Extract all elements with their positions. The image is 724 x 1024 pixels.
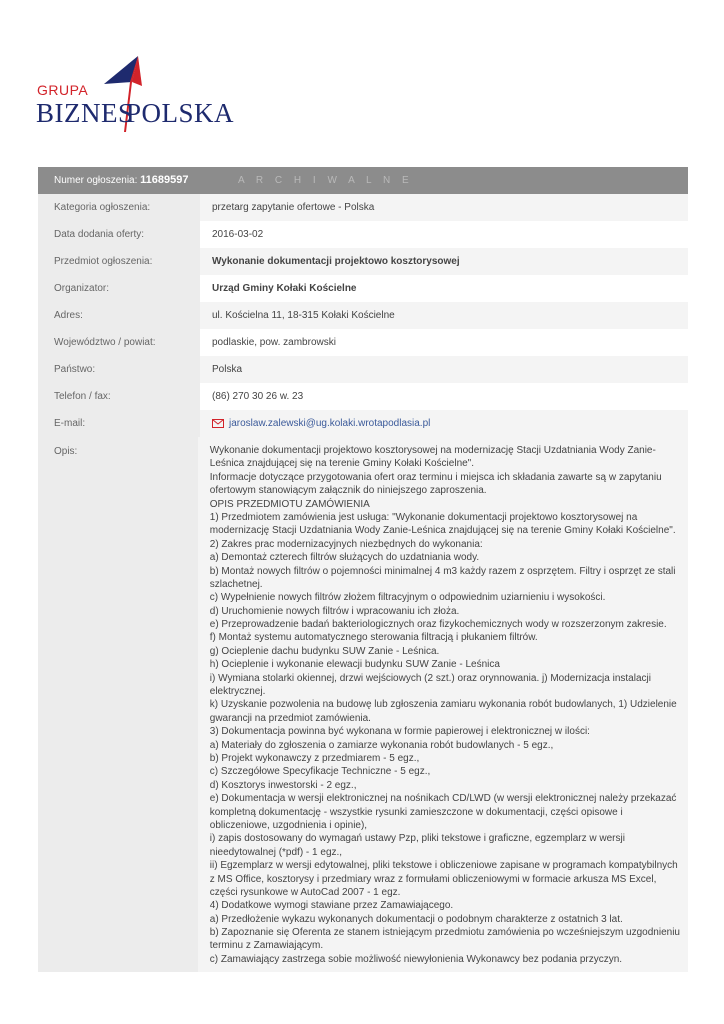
field-row: [38, 383, 688, 410]
announcement-number-label: Numer ogłoszenia:: [54, 174, 141, 186]
grupa-biznes-polska-logo[interactable]: [36, 52, 235, 142]
field-label: Organizator:: [38, 275, 200, 302]
description-line: d) Uruchomienie nowych filtrów i wpracowaniu ich złoża.: [209, 605, 460, 617]
description-line: i) Wymiana stolarki okiennej, drzwi wejściowych (2 szt.) oraz orynnowania. j) Modernizacja instalacji: [209, 672, 651, 684]
description-line: Leśnica znajdującej się na terenie Gminy Kołaki Kościelne".: [209, 458, 475, 470]
description-line: Informacje dotyczące przygotowania ofert oraz terminu i miejsca ich składania zawarte są w zapytaniu: [209, 471, 662, 483]
description-line: OPIS PRZEDMIOTU ZAMÓWIENIA: [209, 498, 370, 510]
field-label: E-mail:: [38, 410, 200, 437]
description-line: f) Montaż systemu automatycznego sterowania filtracją i płukaniem filtrów.: [209, 632, 538, 644]
description-line: b) Zapoznanie się Oferenta ze stanem istniejącym przedmiotu zamówienia po wcześniejszym uzgodnieniu: [209, 927, 680, 939]
field-row: [38, 302, 688, 329]
field-row: [38, 221, 688, 248]
description-line: a) Przedłożenie wykazu wykonanych dokumentacji o podobnym charakterze z ostatnich 3 lat.: [209, 913, 623, 925]
field-label: Kategoria ogłoszenia:: [38, 194, 200, 221]
field-label: Państwo:: [38, 356, 200, 383]
logo-polska-text: POLSKA: [126, 98, 235, 128]
description-line: c) Wypełnienie nowych filtrów złożem filtracyjnym o odpowiednim uziarnieniu i wysokości.: [209, 592, 606, 604]
description-line: części rysunkowe w AutoCad 2007 - 1 egz.: [209, 886, 401, 898]
description-line: terminu z Zamawiającym.: [209, 940, 324, 952]
field-row: [38, 329, 688, 356]
description-line: nieedytowalnej (*pdf) - 1 egz.,: [209, 846, 343, 858]
description-line: b) Montaż nowych filtrów o pojemności minimalnej 4 m3 każdy razem z osprzętem. Filtry i osprzęt ze stali: [209, 565, 676, 577]
field-value: Polska: [200, 356, 688, 383]
description-line: kompletną dokumentację - wszystkie rysunki zamieszczone w dokumentacji, części opisowe i: [209, 806, 623, 818]
announcement-number: [38, 174, 238, 187]
description-line: b) Projekt wykonawczy z przedmiarem - 5 egz.,: [209, 752, 420, 764]
field-list: [38, 194, 688, 410]
field-value: ul. Kościelna 11, 18-315 Kołaki Kościelne: [200, 302, 688, 329]
email-value: [200, 410, 688, 437]
description-line: e) Dokumentacja w wersji elektronicznej na nośnikach CD/LWD (w wersji elektronicznej należy przekazać: [209, 793, 677, 805]
description-line: 1) Przedmiotem zamówienia jest usługa: "Wykonanie dokumentacji projektowo kosztorysowej na: [209, 511, 638, 523]
field-row: [38, 275, 688, 302]
description-line: elektrycznej.: [209, 686, 266, 698]
field-value: podlaskie, pow. zambrowski: [212, 336, 336, 348]
description-line: i) zapis dostosowany do wymagań ustawy Pzp, pliki tekstowe i graficzne, egzemplarz w wersji: [209, 833, 625, 845]
field-label: Przedmiot ogłoszenia:: [38, 248, 200, 275]
description-line: gwarancji na przedmiot zamówienia.: [209, 712, 371, 724]
field-row: [38, 248, 688, 275]
field-row: [38, 194, 688, 221]
description-line: a) Demontaż czterech filtrów służących do uzdatniania wody.: [209, 552, 480, 564]
logo-biznes-text: BIZNES: [36, 98, 134, 128]
field-row: [38, 356, 688, 383]
field-value: przetarg zapytanie ofertowe - Polska: [200, 194, 688, 221]
description-line: h) Ocieplenie i wykonanie elewacji budynku SUW Zanie - Leśnica: [209, 659, 500, 671]
description-line: c) Zamawiający zastrzega sobie możliwość niewyłonienia Wykonawcy bez podania przyczyn.: [209, 953, 623, 965]
email-row: [38, 410, 688, 437]
field-label: Data dodania oferty:: [38, 221, 200, 248]
field-value: (86) 270 30 26 w. 23: [212, 390, 304, 402]
field-label: Opis:: [38, 437, 198, 972]
description-line: ii) Egzemplarz w wersji edytowalnej, pliki tekstowe i obliczeniowe zapisane w programach kompatybilnych: [209, 860, 678, 872]
description-line: 4) Dodatkowe wymogi stawiane przez Zamawiającego.: [209, 900, 454, 912]
description-line: z MS Office, kosztorysy i przedmiary wraz z formułami obliczeniowymi w formacie arkusza MS Excel,: [209, 873, 657, 885]
description-line: Wykonanie dokumentacji projektowo kosztorysowej na modernizację Stacji Uzdatniania Wody Zanie-: [209, 445, 656, 456]
email-link[interactable]: jaroslaw.zalewski@ug.kolaki.wrotapodlasia.pl: [229, 417, 431, 429]
description-line: ofertowym stanowiącym załącznik do niniejszego zaproszenia.: [209, 485, 487, 497]
description-line: g) Ocieplenie dachu budynku SUW Zanie - Leśnica.: [209, 645, 440, 657]
field-value: 2016-03-02: [212, 228, 264, 240]
field-label: Województwo / powiat:: [38, 329, 200, 356]
logo-grupa-text: GRUPA: [37, 82, 89, 98]
description-line: 3) Dokumentacja powinna być wykonana w formie papierowej i elektronicznej w ilości:: [209, 726, 590, 738]
announcement-number-value: 11689597: [140, 173, 189, 186]
description-line: c) Szczegółowe Specyfikacje Techniczne - 5 egz.,: [209, 766, 431, 778]
announcement-header: [38, 167, 688, 194]
description-line: a) Materiały do zgłoszenia o zamiarze wykonania robót budowlanych - 5 egz.,: [209, 739, 554, 751]
description-line: szlachetnej.: [209, 578, 263, 590]
envelope-icon: [212, 419, 224, 428]
field-label: Adres:: [38, 302, 200, 329]
announcement-table: [38, 167, 688, 972]
field-label: Telefon / fax:: [38, 383, 200, 410]
archived-status: A R C H I W A L N E: [238, 174, 414, 186]
description-line: obliczeniowe, uzgodnienia i opinie),: [209, 819, 368, 831]
description-line: e) Przeprowadzenie badań bakteriologicznych oraz fizykochemicznych wody w rozszerzonym zakresie.: [209, 619, 667, 631]
description-line: d) Kosztorys inwestorski - 2 egz.,: [209, 779, 357, 791]
field-value: Urząd Gminy Kołaki Kościelne: [212, 282, 357, 294]
description-row: [38, 437, 688, 972]
description-line: k) Uzyskanie pozwolenia na budowę lub zgłoszenia zamiaru wykonania robót budowlanych, 1) Udzielenie: [209, 699, 677, 711]
field-value: Wykonanie dokumentacji projektowo kosztorysowej: [200, 248, 688, 275]
description-line: modernizację Stacji Uzdatniania Wody Zanie-Leśnica znajdującej się na terenie Gminy Kołaki Kościelne".: [209, 525, 676, 537]
description-line: 2) Zakres prac modernizacyjnych niezbędnych do wykonania:: [209, 538, 483, 550]
description-text: [198, 437, 688, 972]
